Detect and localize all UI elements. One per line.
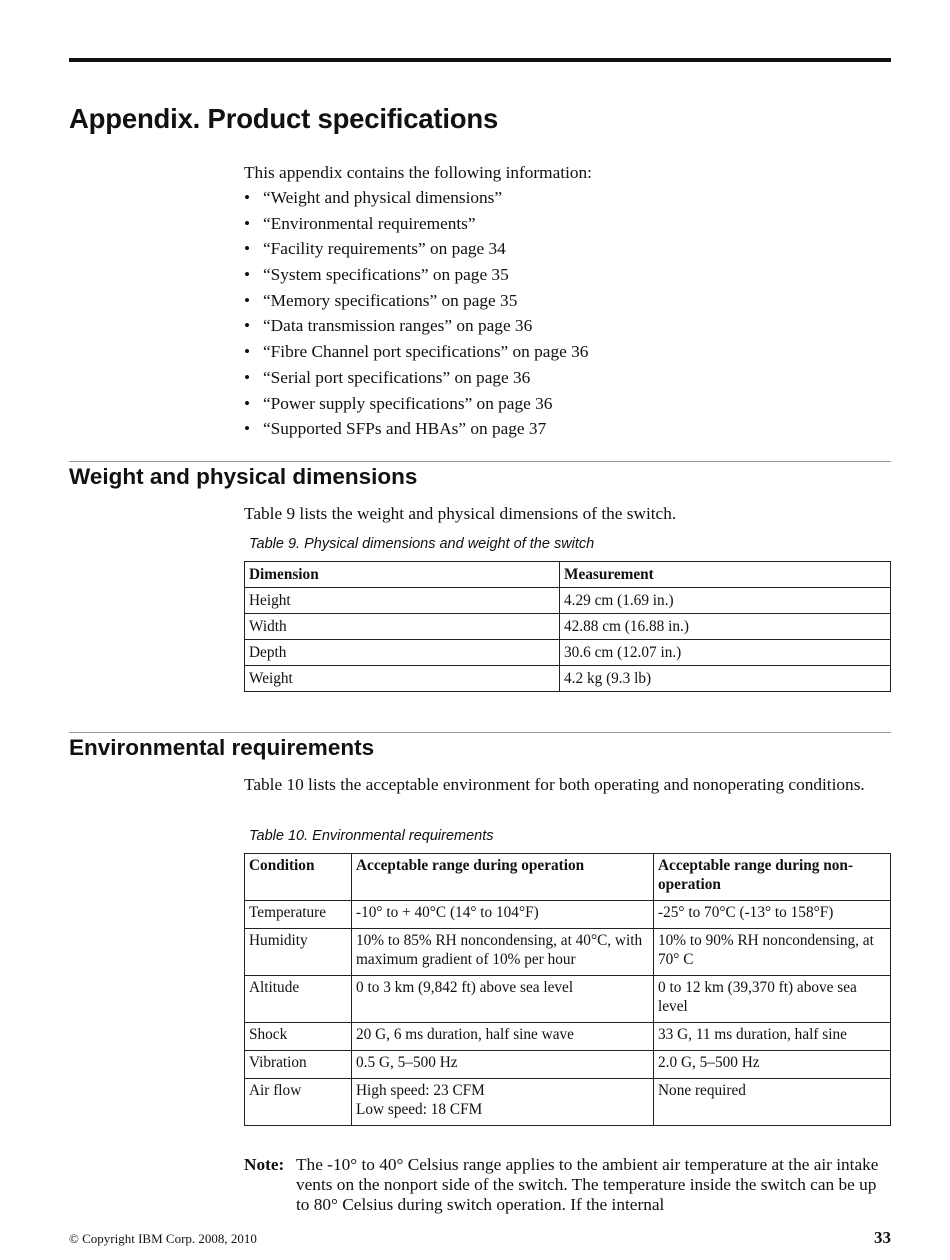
table-row: [245, 1051, 891, 1079]
table-cell: 4.29 cm (1.69 in.): [560, 588, 891, 614]
bullet-icon: •: [244, 213, 251, 233]
bullet-icon: •: [244, 265, 251, 285]
table-header-row: [245, 854, 891, 901]
toc-list: [244, 187, 588, 444]
table-row: [245, 1079, 891, 1126]
table-cell: 20 G, 6 ms duration, half sine wave: [352, 1023, 654, 1051]
toc-item[interactable]: [244, 264, 588, 290]
table-cell: 30.6 cm (12.07 in.): [560, 640, 891, 666]
toc-item-label[interactable]: “Fibre Channel port specifications” on page 36: [263, 342, 589, 362]
bullet-icon: •: [244, 290, 251, 310]
table-cell: 0 to 3 km (9,842 ft) above sea level: [352, 976, 654, 1023]
table-header-cell: Acceptable range during operation: [352, 854, 654, 901]
bullet-icon: •: [244, 188, 251, 207]
note-text: The -10° to 40° Celsius range applies to the ambient air temperature at the air intake vents on the nonport side of the switch. The temperature inside the switch can be up to 80° Celsius during switch operation. If the internal: [296, 1155, 879, 1214]
table-cell: 10% to 90% RH noncondensing, at 70° C: [654, 929, 891, 976]
intro-text: This appendix contains the following information:: [244, 163, 592, 182]
bullet-icon: •: [244, 393, 251, 413]
table-row: [245, 901, 891, 929]
table-cell: Temperature: [245, 901, 352, 929]
table-cell: Humidity: [245, 929, 352, 976]
table10: [244, 853, 891, 1126]
top-rule: [69, 58, 891, 62]
env-section-heading: Environmental requirements: [69, 735, 375, 760]
toc-item-label[interactable]: “Data transmission ranges” on page 36: [263, 316, 533, 336]
table-cell: [352, 1079, 654, 1126]
table-cell: 0.5 G, 5–500 Hz: [352, 1051, 654, 1079]
table-cell: None required: [654, 1079, 891, 1126]
table-row: [245, 929, 891, 976]
table10-caption: Table 10. Environmental requirements: [249, 828, 494, 844]
toc-item-label[interactable]: “Supported SFPs and HBAs” on page 37: [263, 419, 547, 439]
table-header-cell: Measurement: [560, 562, 891, 588]
table9: [244, 561, 891, 692]
toc-item[interactable]: [244, 290, 588, 316]
toc-item[interactable]: [244, 187, 588, 213]
table-header-cell: Condition: [245, 854, 352, 901]
table-cell: 10% to 85% RH noncondensing, at 40°C, with maximum gradient of 10% per hour: [352, 929, 654, 976]
table-row: [245, 640, 891, 666]
table-cell: Depth: [245, 640, 560, 666]
toc-item-label[interactable]: “Serial port specifications” on page 36: [263, 367, 531, 387]
airflow-high-speed: High speed: 23 CFM: [356, 1082, 485, 1099]
section-divider: [69, 732, 891, 733]
table-header-cell: Acceptable range during non-operation: [654, 854, 891, 901]
toc-item[interactable]: [244, 418, 588, 444]
toc-item[interactable]: [244, 213, 588, 239]
table-cell: Width: [245, 614, 560, 640]
bullet-icon: •: [244, 367, 251, 387]
table-cell: Air flow: [245, 1079, 352, 1126]
table-row: [245, 666, 891, 692]
toc-item[interactable]: [244, 315, 588, 341]
weight-section-text: Table 9 lists the weight and physical dimensions of the switch.: [244, 504, 677, 523]
table-cell: Shock: [245, 1023, 352, 1051]
table9-caption: Table 9. Physical dimensions and weight of the switch: [249, 536, 595, 552]
env-section-text: Table 10 lists the acceptable environment for both operating and nonoperating conditions.: [244, 775, 865, 794]
table-row: [245, 976, 891, 1023]
table-cell: 4.2 kg (9.3 lb): [560, 666, 891, 692]
weight-section-heading: Weight and physical dimensions: [69, 464, 418, 489]
table-row: [245, 1023, 891, 1051]
toc-item-label[interactable]: “Facility requirements” on page 34: [263, 239, 506, 259]
table-cell: Weight: [245, 666, 560, 692]
toc-item[interactable]: [244, 367, 588, 393]
table-row: [245, 588, 891, 614]
table-cell: Vibration: [245, 1051, 352, 1079]
toc-item-label[interactable]: “System specifications” on page 35: [263, 265, 509, 285]
note-label: Note:: [244, 1155, 285, 1174]
section-divider: [69, 461, 891, 462]
table-cell: Height: [245, 588, 560, 614]
toc-item[interactable]: [244, 341, 588, 367]
table-cell: Altitude: [245, 976, 352, 1023]
table-cell: -25° to 70°C (-13° to 158°F): [654, 901, 891, 929]
bullet-icon: •: [244, 419, 251, 439]
toc-item-label[interactable]: “Memory specifications” on page 35: [263, 290, 518, 310]
table-cell: 33 G, 11 ms duration, half sine: [654, 1023, 891, 1051]
page-title: Appendix. Product specifications: [69, 103, 499, 134]
toc-item[interactable]: [244, 238, 588, 264]
table-row: [245, 614, 891, 640]
copyright-footer: © Copyright IBM Corp. 2008, 2010: [69, 1231, 257, 1246]
table-cell: 42.88 cm (16.88 in.): [560, 614, 891, 640]
toc-item-label[interactable]: “Environmental requirements”: [263, 213, 476, 233]
bullet-icon: •: [244, 342, 251, 362]
table-cell: 2.0 G, 5–500 Hz: [654, 1051, 891, 1079]
table-cell: -10° to + 40°C (14° to 104°F): [352, 901, 654, 929]
toc-item-label[interactable]: “Weight and physical dimensions”: [263, 188, 503, 207]
table-header-cell: Dimension: [245, 562, 560, 588]
bullet-icon: •: [244, 316, 251, 336]
toc-item-label[interactable]: “Power supply specifications” on page 36: [263, 393, 553, 413]
page-number: 33: [874, 1228, 891, 1247]
bullet-icon: •: [244, 239, 251, 259]
airflow-low-speed: Low speed: 18 CFM: [356, 1101, 483, 1118]
table-header-row: [245, 562, 891, 588]
toc-item[interactable]: [244, 393, 588, 419]
table-cell: 0 to 12 km (39,370 ft) above sea level: [654, 976, 891, 1023]
